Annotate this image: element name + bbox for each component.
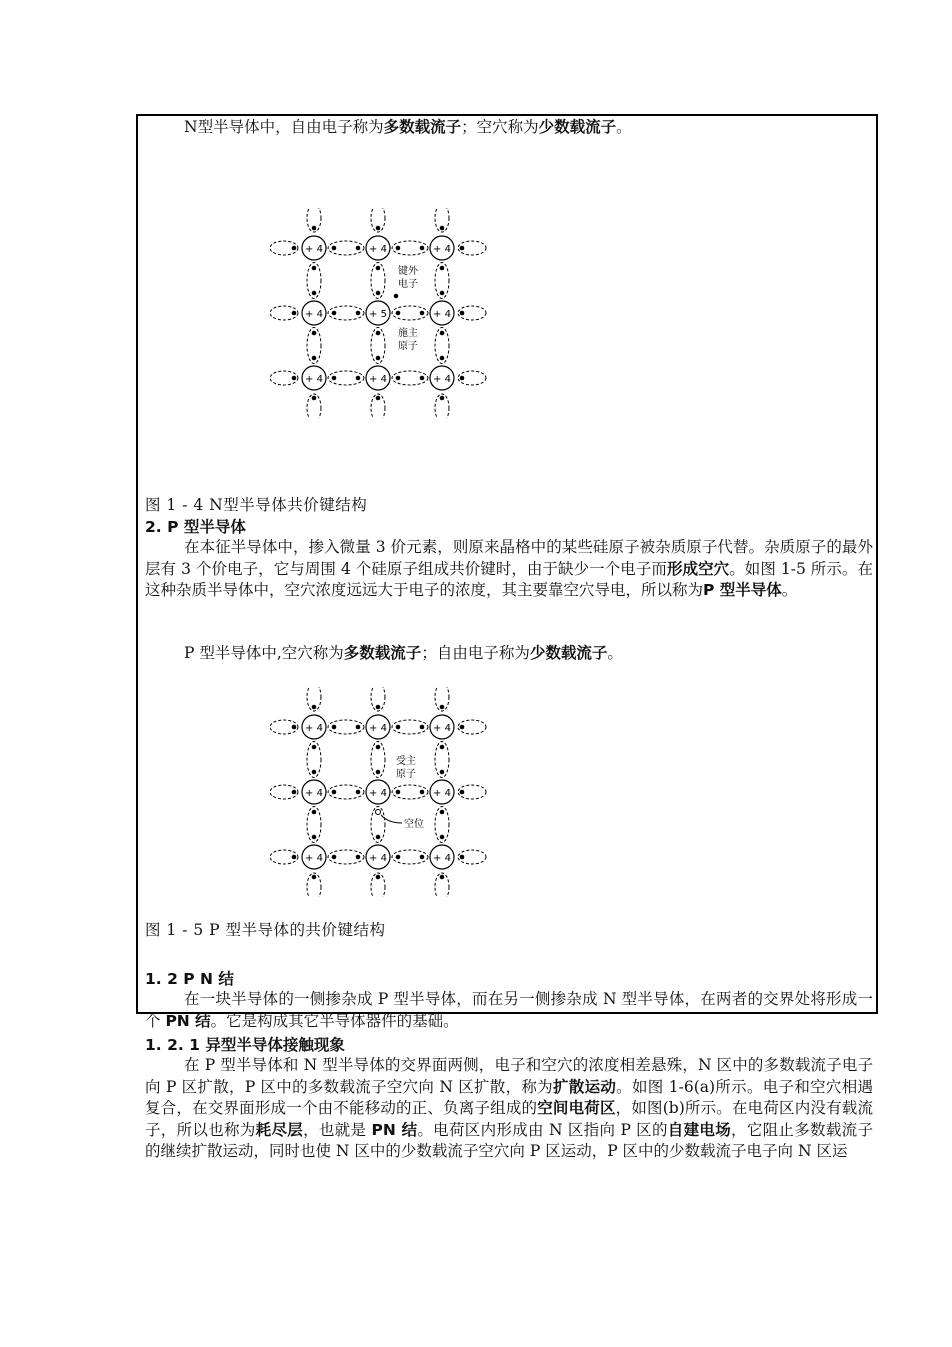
valence-electron (440, 396, 445, 401)
valence-electron (312, 356, 317, 361)
valence-electron (376, 226, 381, 231)
valence-electron (396, 376, 401, 381)
atom-charge-label: + 4 (369, 723, 387, 734)
valence-electron (420, 725, 425, 730)
text-run: 。电荷区内形成由 N 区指向 P 区的 (417, 1120, 668, 1139)
pn-paragraph-1 (145, 989, 873, 1032)
valence-electron (376, 745, 381, 750)
atom-charge-label: + 4 (305, 723, 323, 734)
text-run: P 型半导体中,空穴称为 (184, 644, 344, 662)
text-run: 在本征半导体中，掺入微量 3 价元素，则原来晶格中的某些硅原子被杂质原子代替。杂质原子的最外层有 3 个价电子，它与周围 4 个硅原子组成共价键时，由于缺少一个电子而 (145, 538, 873, 578)
valence-electron (312, 396, 317, 401)
valence-electron (376, 291, 381, 296)
n-type-lattice-diagram (270, 208, 490, 418)
bold-term: 耗尽层 (255, 1120, 304, 1139)
valence-electron (376, 875, 381, 880)
valence-electron (376, 835, 381, 840)
valence-electron (440, 835, 445, 840)
atom-charge-label: + 4 (305, 244, 323, 255)
pn-paragraph-2 (145, 1055, 873, 1163)
valence-electron (396, 311, 401, 316)
valence-electron (460, 246, 465, 251)
hole-marker (376, 810, 381, 815)
atom-charge-label: + 4 (369, 244, 387, 255)
atom-charge-label: + 4 (433, 853, 451, 864)
valence-electron (420, 376, 425, 381)
valence-electron (440, 331, 445, 336)
figure-1-5-caption: 图 1 - 5 P 型半导体的共价键结构 (145, 921, 386, 939)
valence-electron (460, 790, 465, 795)
figure-1-4-caption: 图 1 - 4 N型半导体共价键结构 (145, 496, 368, 514)
valence-electron (356, 725, 361, 730)
valence-electron (376, 331, 381, 336)
text-run: 在 P 型半导体和 N 型半导体的交界面两侧，电子和空穴的浓度相差悬殊，N 区中的多数载流子电子向 P 区扩散，P 区中的多数载流子空穴向 N 区扩散，称为 (145, 1056, 873, 1096)
atom-charge-label: + 4 (305, 853, 323, 864)
sub-heading-1-2-1: 1. 2. 1 异型半导体接触现象 (145, 1036, 345, 1054)
valence-electron (312, 770, 317, 775)
text-run: 在一块半导体的一侧掺杂成 P 型半导体，而在另一侧掺杂成 N 型半导体，在两者的交界处将形成一个 (145, 990, 873, 1030)
valence-electron (460, 725, 465, 730)
bold-term: 多数载流子 (383, 118, 462, 136)
valence-electron (332, 311, 337, 316)
valence-electron (420, 246, 425, 251)
valence-electron (460, 855, 465, 860)
valence-electron (312, 810, 317, 815)
extra-electron-label: 电子 (398, 279, 418, 290)
valence-electron (332, 790, 337, 795)
bold-term: 多数载流子 (343, 644, 422, 662)
valence-electron (376, 705, 381, 710)
extra-electron (394, 294, 399, 299)
pn-junction-heading: 1. 2 P N 结 (145, 970, 234, 988)
p-type-heading: 2. P 型半导体 (145, 518, 246, 536)
valence-electron (420, 311, 425, 316)
text-run: 。 (616, 118, 632, 136)
text-run: ；空穴称为 (461, 118, 539, 136)
valence-electron (292, 376, 297, 381)
bold-term: 自建电场 (667, 1120, 732, 1139)
valence-electron (312, 226, 317, 231)
bold-term: 少数载流子 (538, 118, 617, 136)
bold-term: 少数载流子 (529, 644, 608, 662)
valence-electron (332, 376, 337, 381)
p-type-lattice-diagram (270, 687, 490, 897)
atom-charge-label: + 4 (433, 244, 451, 255)
valence-electron (460, 376, 465, 381)
text-run: 。它是构成其它半导体器件的基础。 (210, 1011, 459, 1030)
valence-electron (292, 725, 297, 730)
valence-electron (356, 855, 361, 860)
valence-electron (440, 266, 445, 271)
bold-term: 空间电荷区 (537, 1099, 616, 1117)
bold-term: 扩散运动 (552, 1077, 617, 1096)
bold-term: P 型半导体 (703, 581, 782, 599)
valence-electron (440, 875, 445, 880)
valence-electron (460, 311, 465, 316)
valence-electron (396, 790, 401, 795)
bold-term: PN 结 (371, 1120, 418, 1139)
text-run: ；自由电子称为 (421, 644, 530, 662)
atom-charge-label: + 4 (305, 788, 323, 799)
valence-electron (312, 291, 317, 296)
valence-electron (440, 226, 445, 231)
atom-charge-label: + 4 (433, 788, 451, 799)
valence-electron (440, 770, 445, 775)
valence-electron (292, 246, 297, 251)
atom-charge-label: + 4 (433, 723, 451, 734)
valence-electron (420, 855, 425, 860)
valence-electron (292, 311, 297, 316)
atom-charge-label: + 4 (369, 853, 387, 864)
p-type-carrier-line (184, 643, 623, 664)
bold-term: 形成空穴 (666, 559, 730, 578)
text-run: ，如图(b)所示。在电荷区内没有载流子，所以也称为 (145, 1099, 873, 1139)
p-type-paragraph-1 (145, 537, 873, 602)
valence-electron (312, 705, 317, 710)
valence-electron (356, 246, 361, 251)
valence-electron (332, 725, 337, 730)
atom-charge-label: + 4 (305, 309, 323, 320)
valence-electron (356, 311, 361, 316)
acceptor-atom-label: 原子 (396, 769, 416, 780)
text-run: 。 (607, 644, 623, 662)
valence-electron (396, 725, 401, 730)
n-type-carrier-line (184, 117, 632, 138)
valence-electron (396, 246, 401, 251)
valence-electron (292, 855, 297, 860)
extra-electron-label: 键外 (398, 266, 418, 277)
valence-electron (356, 376, 361, 381)
text-run: N型半导体中，自由电子称为 (184, 118, 384, 136)
valence-electron (332, 855, 337, 860)
valence-electron (312, 835, 317, 840)
text-run: 。 (781, 581, 798, 599)
valence-electron (312, 745, 317, 750)
valence-electron (440, 810, 445, 815)
valence-electron (440, 705, 445, 710)
valence-electron (376, 356, 381, 361)
valence-electron (440, 291, 445, 296)
valence-electron (396, 855, 401, 860)
valence-electron (376, 770, 381, 775)
donor-atom-label: 施主 (398, 328, 418, 339)
valence-electron (376, 266, 381, 271)
valence-electron (376, 396, 381, 401)
atom-charge-label: + 4 (369, 374, 387, 385)
valence-electron (312, 331, 317, 336)
valence-electron (440, 745, 445, 750)
valence-electron (292, 790, 297, 795)
valence-electron (440, 356, 445, 361)
valence-electron (356, 790, 361, 795)
atom-charge-label: + 5 (369, 309, 387, 320)
acceptor-atom-label: 受主 (396, 756, 416, 767)
valence-electron (312, 875, 317, 880)
valence-electron (332, 246, 337, 251)
atom-charge-label: + 4 (305, 374, 323, 385)
hole-pointer-line (381, 815, 402, 823)
bold-term: PN 结 (165, 1011, 211, 1030)
hole-label: 空位 (404, 819, 424, 830)
text-run: ，它阻止多数载流子的继续扩散运动，同时也使 N 区中的少数载流子空穴向 P 区运动，P 区中的少数载流子电子向 N 区运 (145, 1120, 873, 1160)
text-run: 。如图 1-5 所示。在这种杂质半导体中，空穴浓度远远大于电子的浓度，其主要靠空穴导电，所以称为 (145, 559, 873, 599)
atom-charge-label: + 4 (369, 788, 387, 799)
text-run: 。如图 1-6(a)所示。电子和空穴相遇复合，在交界面形成一个由不能移动的正、负离子组成的 (145, 1077, 873, 1117)
valence-electron (312, 266, 317, 271)
valence-electron (420, 790, 425, 795)
text-run: ，也就是 (303, 1120, 372, 1139)
atom-charge-label: + 4 (433, 309, 451, 320)
donor-atom-label: 原子 (398, 341, 418, 352)
atom-charge-label: + 4 (433, 374, 451, 385)
